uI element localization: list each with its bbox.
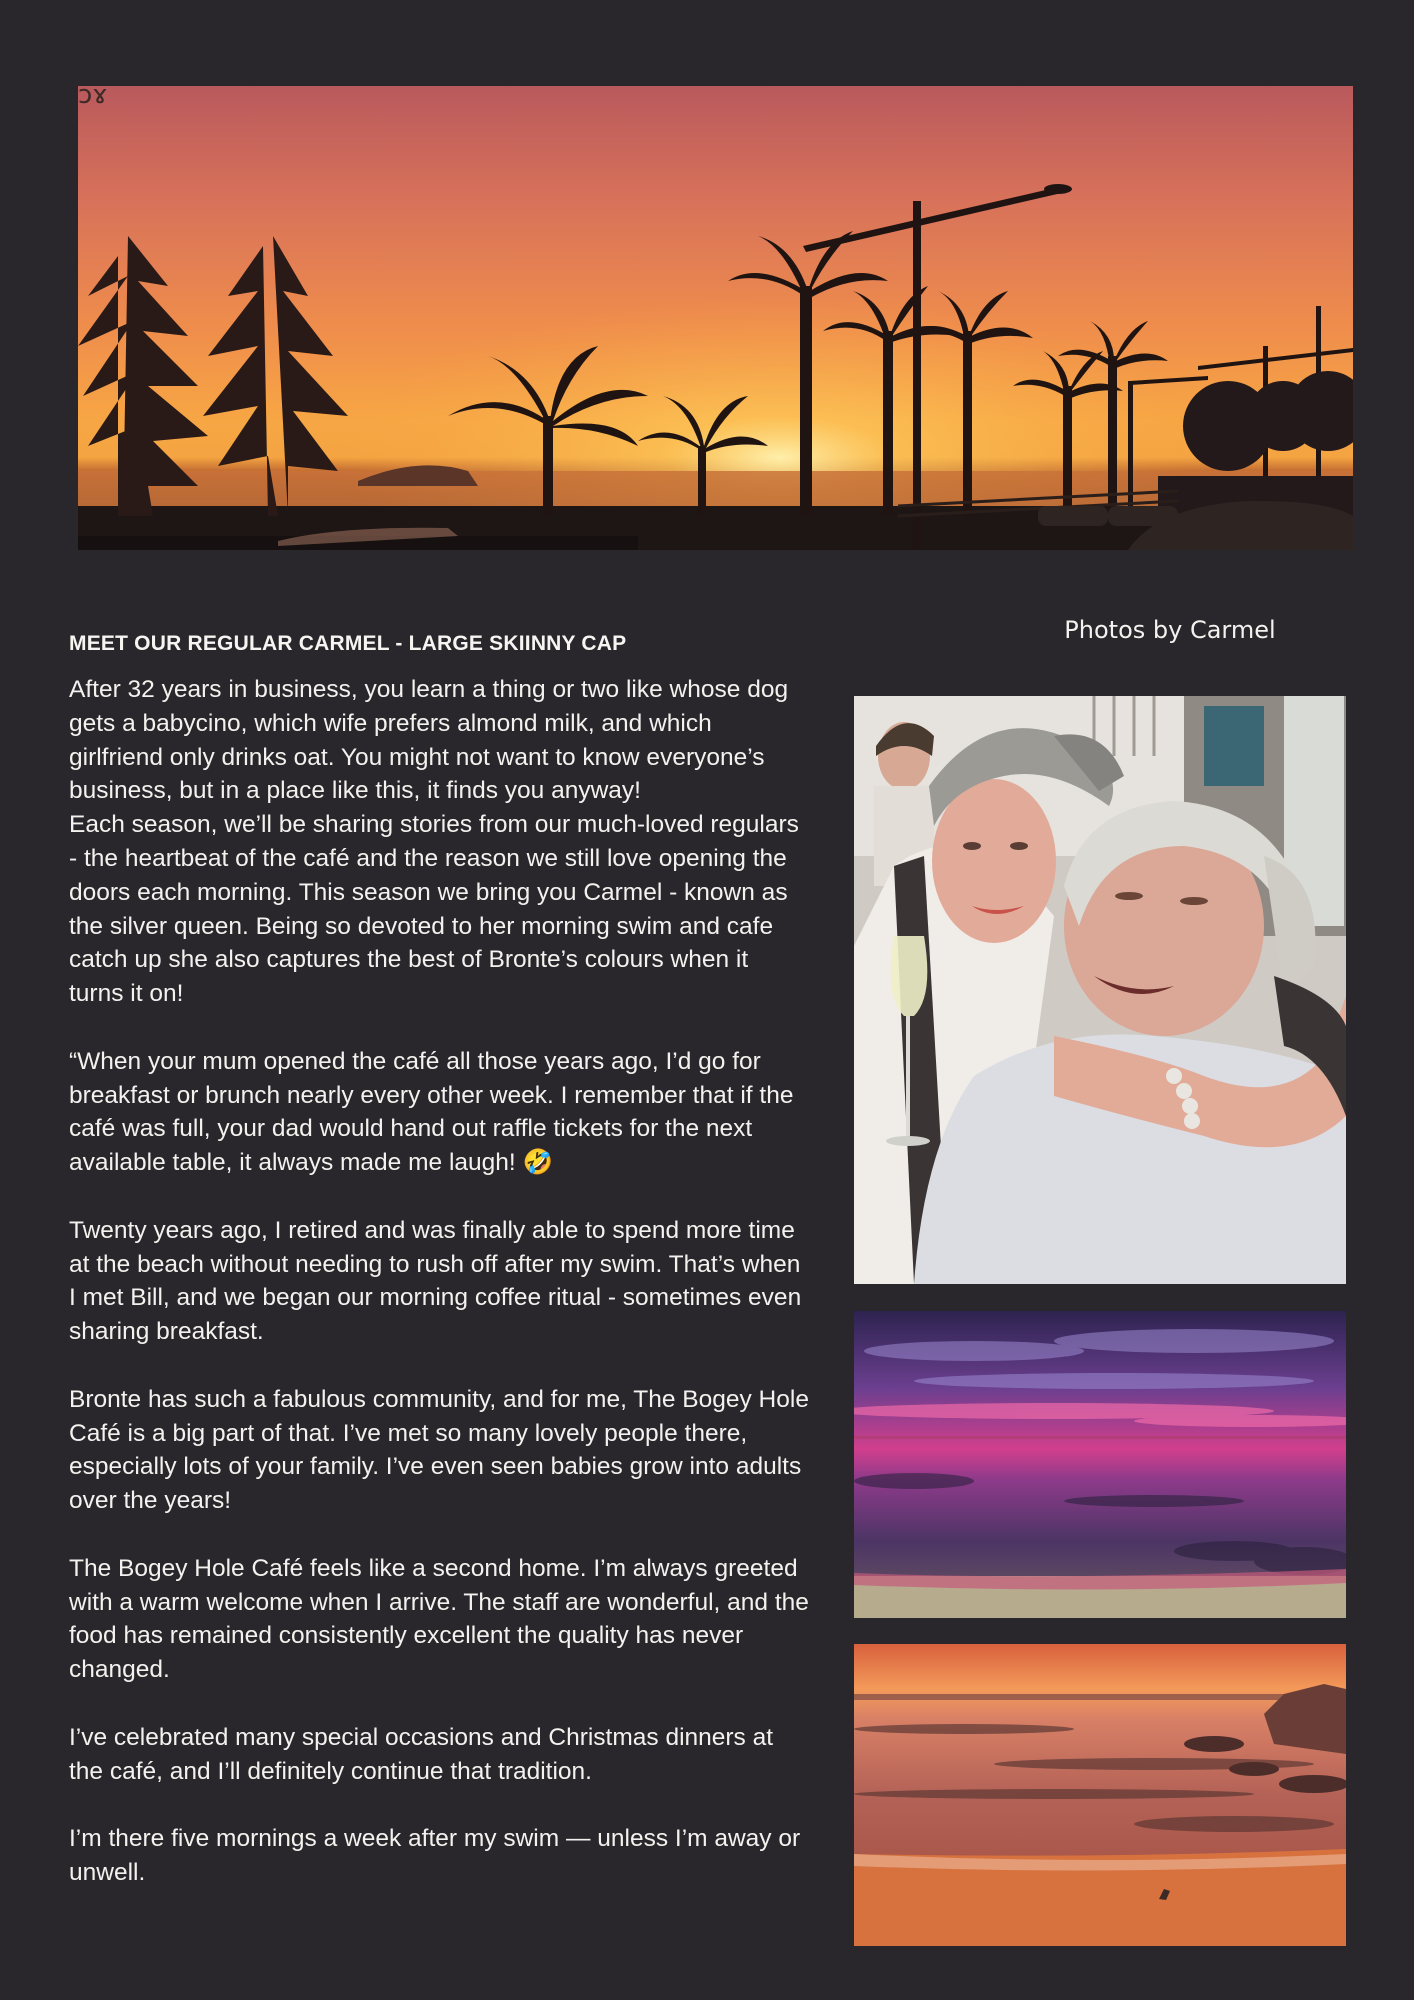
hero-corner-mark: ɔɤ bbox=[78, 86, 108, 110]
hero-sunset-photo bbox=[78, 86, 1353, 550]
couple-photo bbox=[854, 696, 1346, 1284]
article-paragraph-intro: After 32 years in business, you learn a thing or two like whose dog gets a babycino, which wife prefers almond milk, and which girlfriend only drinks oat. You might not want to know everyone’s business, but in a place like this, it finds you anyway! bbox=[69, 676, 789, 805]
purple-sunset-photo bbox=[854, 1311, 1346, 1618]
article-paragraph-second-home: The Bogey Hole Café feels like a second home. I’m always greeted with a warm welcome when I arrive. The staff are wonderful, and the food has remained consistently excellent the quality has never changed. bbox=[69, 1554, 809, 1684]
article-paragraph-celebrations: I’ve celebrated many special occasions and Christmas dinners at the café, and I’ll definitely continue that tradition. bbox=[69, 1723, 774, 1785]
article-paragraph-mornings: I’m there five mornings a week after my swim — unless I’m away or unwell. bbox=[69, 1825, 801, 1886]
photo-credit: Photos by Carmel bbox=[1064, 616, 1276, 644]
orange-sunset-photo bbox=[854, 1644, 1346, 1946]
article-paragraph-retired: Twenty years ago, I retired and was finally able to spend more time at the beach without needing to rush off after my swim. That’s when I met Bill, and we began our morning coffee ritual - sometimes even sharing breakfast. bbox=[69, 1216, 802, 1346]
article-paragraph-community: Bronte has such a fabulous community, and for me, The Bogey Hole Café is a big part of that. I’ve met so many lovely people there, especially lots of your family. I’ve even seen babies grow into adults over the years! bbox=[69, 1385, 809, 1515]
orange-sunset-illustration bbox=[854, 1644, 1346, 1946]
couple-illustration bbox=[854, 696, 1346, 1284]
article-body bbox=[69, 673, 809, 1923]
purple-sunset-illustration bbox=[854, 1311, 1346, 1618]
article-title: MEET OUR REGULAR CARMEL - LARGE SKIINNY CAP bbox=[69, 632, 627, 655]
article-paragraph-quote-start: “When your mum opened the café all those years ago, I’d go for breakfast or brunch nearly every other week. I remember that if the café was full, your dad would hand out raffle tickets for the next available table, it always made me laugh! 🤣 bbox=[69, 1047, 794, 1177]
hero-sunset-illustration bbox=[78, 86, 1353, 550]
article-paragraph-season: Each season, we’ll be sharing stories from our much-loved regulars - the heartbeat of the café and the reason we still love opening the doors each morning. This season we bring you Carmel - known as the silver queen. Being so devoted to her morning swim and cafe catch up she also captures the best of Bronte’s colours when it turns it on! bbox=[69, 811, 799, 1008]
